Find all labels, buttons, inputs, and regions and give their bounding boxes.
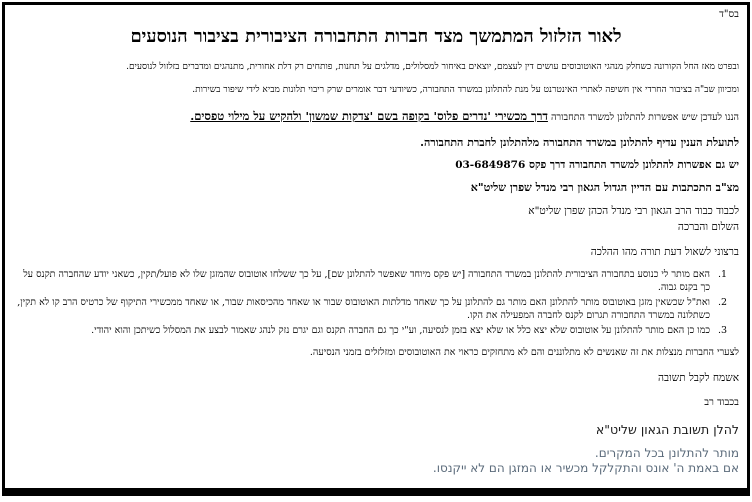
document-page	[2, 2, 750, 496]
answer-heading: להלן תשובת הגאון שליט"א	[595, 422, 739, 437]
update-instruction: דרך מכשירי 'נדרים פלוס' בקופה בשם 'צדקות שמשון' ולהקיש על מילוי טפסים.	[190, 109, 548, 123]
question-item: 1. האם מותר לי כנוסע בתחבורה הציבורית להתלונן במשרד התחבורה [יש פקס מיוחד שאפשר להתלונן שם], על כך ששלחו אוטובוס שהמזגן שלו לא פועל/תקין, כשאני יודע שהחברה תקנס על כך בקנס גבוה.	[13, 268, 715, 294]
question-item: 3. כמו כן האם מותר להתלונן על אוטובוס שלא יצא כלל או שלא יצא בזמן לנסיעה, וע"י כך גם החברה תקנס וגם יגרם נזק לנהג שאמור לבצע את המסלול כשיתכן והוא יהודי.	[13, 324, 715, 337]
answer-line-1: מותר להתלונן בכל המקרים.	[594, 446, 739, 460]
question-list	[13, 268, 739, 337]
answer-section	[13, 422, 739, 476]
thanks-line: אשמח לקבל תשובה	[658, 372, 739, 384]
attached-note: מצ"ב התכתבות עם הדיין הגדול הגאון רבי מנדל שפרן שליט"א	[470, 181, 739, 194]
letter-greeting: השלום והברכה	[677, 221, 739, 233]
intro-paragraph-2: ומכיוון שב"ה בציבור החרדי אין חשיפה לאתרי האינטרנט על מנת להתלונן במשרד התחבורה, כשיודעי דבר אומרים שרק ריבוי תלונות מביא לידי שיפור בשירות.	[192, 85, 739, 95]
signoff: בכבוד רב	[704, 397, 739, 408]
closing-remark: לצערי החברות מנצלות את זה שאנשים לא מתלוננים והם לא מתחזקים כראוי את האוטובוסים ומזלזלים בזמני הנסיעה.	[309, 347, 739, 358]
fax-line: יש גם אפשרות להתלונן למשרד התחבורה דרך פקס 03-6849876	[455, 159, 739, 171]
question-item: 2. ואת"ל שכשאין מזגן באוטובוס מותר להתלונן האם מותר גם להתלונן על כך שאחד מדלתות האוטובוס שבור או שאחד מהכיסאות שבור, או שאחד ממכשירי התיקוף של כרטיס הרב קו לא תקין, כשתלונה במשרד התחבורה תגרום לקנס לחברה המפעילה את הקו.	[13, 296, 715, 322]
answer-line-2: אם באמת ה' אונס והתקלקל מכשיר או המזגן הם לא ייקנסו.	[432, 461, 739, 475]
page-title: לאור הזלזול המתמשך מצד חברות התחבורה הציבורית בציבור הנוסעים	[130, 26, 622, 47]
bsd-header: בס"ד	[719, 9, 739, 20]
intro-paragraph-1: ובפרט מאז החל הקורונה כשחלק מנהגי האוטובוסים עושים דין לעצמם, יוצאים באיחור למסלולים, מדלגים על תחנות, פותחים רק דלת אחורית, מתנהגים ומדברים בזלזול לנוסעים.	[126, 62, 739, 72]
letter-body	[13, 204, 739, 409]
letter-request: ברצוני לשאול דעת תורה מהו ההלכה	[590, 246, 739, 258]
update-prefix: הננו לעדכן שיש אפשרות להתלונן למשרד התחבורה	[550, 112, 739, 123]
letter-salutation: לכבוד כבוד הרב הגאון רבי מנדל הכהן שפרן שליט"א	[528, 205, 739, 217]
update-line	[13, 108, 739, 126]
benefit-line: לתועלת הענין עדיף להתלונן במשרד התחבורה מלהתלונן לחברת התחבורה.	[420, 136, 739, 149]
